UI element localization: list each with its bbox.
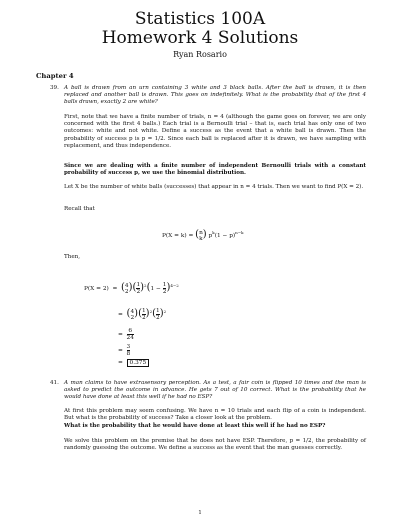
problem-39-bold-para: Since we are dealing with a finite number of independent Bernoulli trials with a constant probability of success p, we use the binomial distribution. [64, 163, 366, 177]
problem-39-number: 39. [50, 85, 59, 91]
problem-39-statement: A ball is drawn from an urn containing 3 white and 3 black balls. After the ball is drawn, it is then replaced and another ball is drawn. This goes on indefinitely. What is the probability that of the first 4 balls drawn, exactly 2 are white? [64, 85, 366, 106]
equation-line-1: P(X = 2) = ( 4 2 )( $\frac{1}{2}$ )$^2$(1 − $\frac{1}{2}$ )$^{4-2}$ [84, 282, 179, 295]
problem-41-para1: At first this problem may seem confusing. We have n = 10 trials and each flip of a coin is independent. But what is the probability of success? Take a closer look at the problem. [64, 408, 366, 422]
doc-subtitle: Homework 4 Solutions [101, 28, 299, 48]
then-text: Then, [64, 254, 81, 260]
equation-line-2: = ( 4 2 )( $\frac{1}{2}$ )$^2$( $\frac{1}{2}$ )$^2$ [118, 308, 167, 321]
doc-title: Statistics 100A [134, 9, 266, 29]
recall-text: Recall that [64, 206, 95, 212]
boxed-answer: 0.375 [127, 359, 150, 367]
problem-41-bold-question: What is the probability that he would have done at least this well if he had no ESP? [64, 423, 326, 429]
problem-39-para1: First, note that we have a finite number of trials, n = 4 (although the game goes on forever, we are only concerned with the first 4 balls.) Each trial is a Bernoulli trial – that is, each trial has only one of two outcomes: white and not white. Define a success as the event that a white ball is drawn. Then the probability of success p is p = 1/2. Since each ball is replaced after it is drawn, we have sampling with replacement, and thus independence. [64, 114, 366, 149]
problem-39-para2: Let X be the number of white balls (successes) that appear in n = 4 trials. Then we want to find P(X = 2). [64, 184, 364, 190]
page-number: 1 [198, 510, 202, 516]
equation-line-5: = 0.375 [118, 360, 149, 366]
problem-41-para1b: We solve this problem on the premise that he does not have ESP. Therefore, p = 1/2, the probability of randomly guessing the outcome. We define a success as the event that the man guesses correctly. [64, 438, 366, 452]
equation-line-3: = $\frac{6}{24}$ [118, 328, 134, 341]
problem-41-number: 41. [50, 380, 59, 386]
problem-41-statement: A man claims to have extrasensory perception. As a test, a fair coin is flipped 10 times and the man is asked to predict the outcome in advance. He gets 7 out of 10 correct. What is the probability that he would have done at least this well if he had no ESP? [64, 380, 366, 401]
doc-author: Ryan Rosario [173, 50, 227, 59]
equation-line-4: = $\frac{3}{8}$ [118, 344, 131, 357]
chapter-heading: Chapter 4 [36, 72, 74, 80]
binomial-formula: P(X = k) = ( n k ) $p^k(1 - p)^{n-k}$ [162, 229, 244, 242]
